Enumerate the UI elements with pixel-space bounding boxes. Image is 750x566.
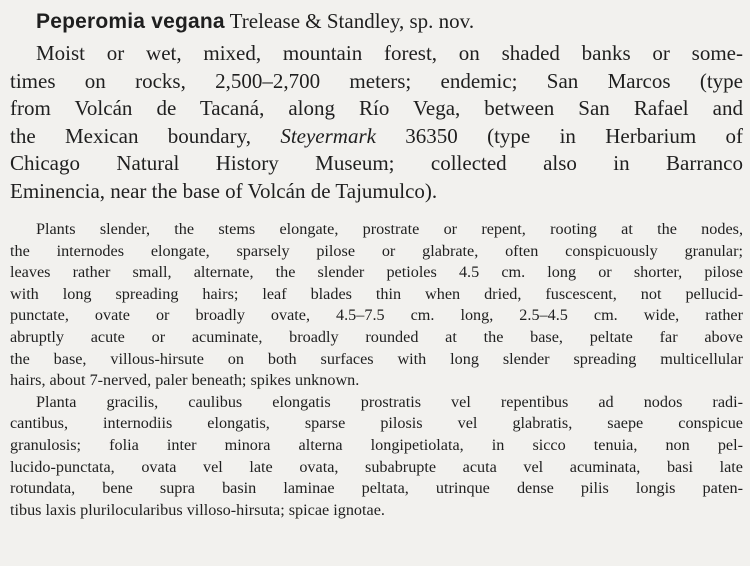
collector-number: 36350 (type in Herbarium of — [405, 123, 744, 148]
habitat-line: from Volcán de Tacaná, along Río Vega, between San Rafael and — [10, 96, 743, 120]
habitat-line: Moist or wet, mixed, mountain forest, on shaded banks or some- — [36, 41, 743, 65]
description-line: abruptly acute or acuminate, broadly rounded at the base, peltate far above — [10, 327, 743, 346]
latin-line: granulosis; folia inter minora alterna longipetiolata, in sicco tenuia, non pel- — [10, 435, 743, 454]
habitat-line: the Mexican boundary, — [10, 123, 251, 148]
species-heading — [36, 6, 743, 37]
description-line: hairs, about 7-nerved, paler beneath; spikes unknown. — [10, 371, 360, 390]
description-line: the base, villous-hirsute on both surfaces with long slender spreading multicellular — [10, 349, 743, 368]
latin-line: cantibus, internodiis elongatis, sparse pilosis vel glabratis, saepe conspicue — [10, 414, 743, 433]
habitat-paragraph — [10, 40, 743, 205]
description-line: Plants slender, the stems elongate, prostrate or repent, rooting at the nodes, — [36, 220, 743, 238]
document-page — [10, 6, 743, 521]
latin-line: Planta gracilis, caulibus elongatis prostratis vel repentibus ad nodos radi- — [36, 392, 743, 411]
habitat-line: Eminencia, near the base of Volcán de Tajumulco). — [10, 178, 438, 203]
species-name: Peperomia vegana — [36, 10, 225, 33]
description-line: leaves rather small, alternate, the slender petioles 4.5 cm. long or shorter, pilose — [10, 263, 743, 282]
latin-line: lucido-punctata, ovata vel late ovata, subabrupte acuta vel acuminata, basi late — [10, 457, 743, 476]
habitat-line: Chicago Natural History Museum; collected also in Barranco — [10, 151, 743, 175]
latin-line: tibus laxis plurilocularibus villoso-hirsuta; spicae ignotae. — [10, 500, 385, 519]
description-line: with long spreading hairs; leaf blades thin when dried, fuscescent, not pellucid- — [10, 284, 743, 303]
species-authority: Trelease & Standley, sp. nov. — [229, 9, 475, 33]
habitat-line-with-collector — [10, 123, 743, 151]
latin-description — [10, 392, 743, 522]
habitat-line: times on rocks, 2,500–2,700 meters; endemic; San Marcos (type — [10, 68, 743, 93]
english-description — [10, 219, 743, 392]
description-line: punctate, ovate or broadly ovate, 4.5–7.5 cm. long, 2.5–4.5 cm. wide, rather — [10, 306, 743, 325]
collector-name: Steyermark — [280, 123, 376, 148]
latin-line: rotundata, bene supra basin laminae peltata, utrinque dense pilis longis paten- — [10, 479, 743, 498]
description-line: the internodes elongate, sparsely pilose or glabrate, often conspicuously granular; — [10, 241, 743, 260]
